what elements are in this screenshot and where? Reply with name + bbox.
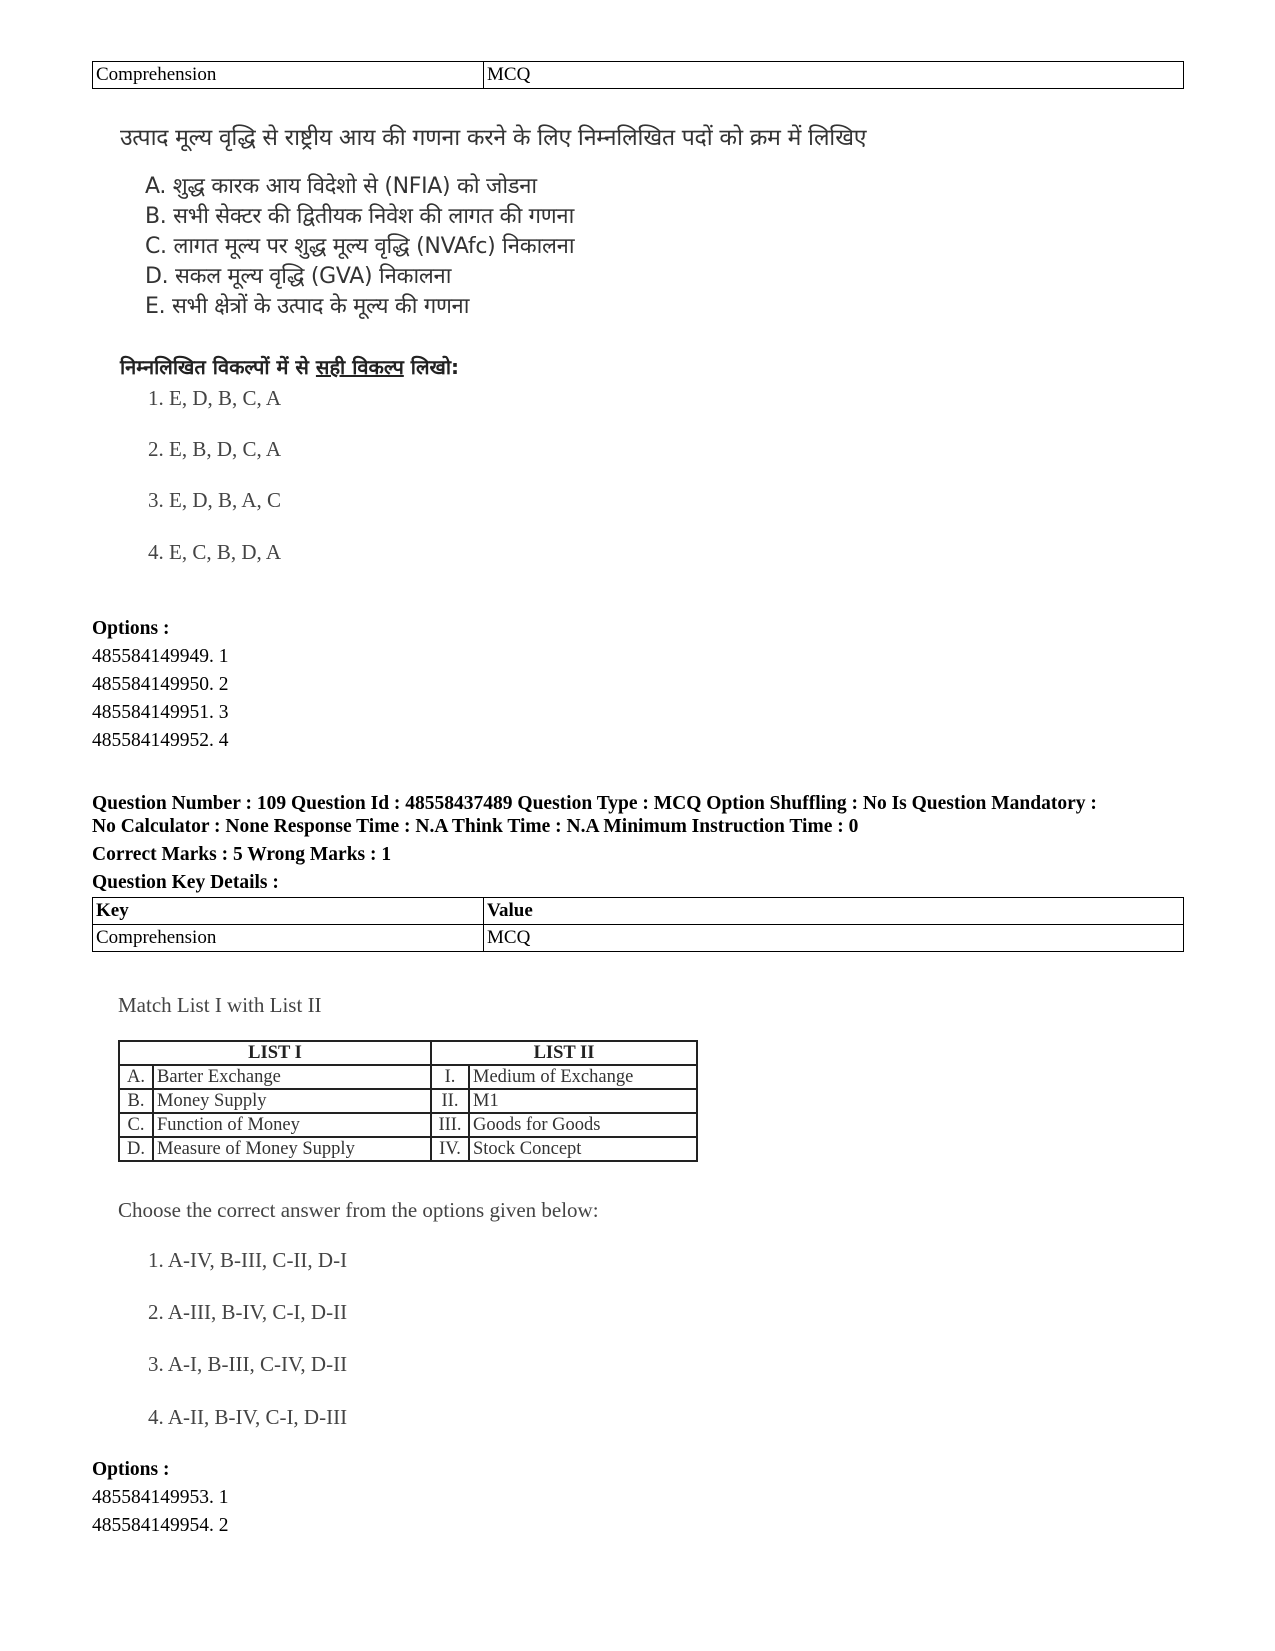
option-item: 485584149950. 2 [92, 674, 229, 695]
list-item: D. सकल मूल्य वृद्धि (GVA) निकालना [145, 264, 452, 289]
match-list-table [118, 1040, 698, 1162]
list-i-header: LIST I [119, 1041, 431, 1065]
answer-choice: 4. A-II, B-IV, C-I, D-III [148, 1405, 348, 1429]
table-cell-value: MCQ [484, 62, 1184, 89]
match-table-header [119, 1041, 697, 1065]
choose-instruction: Choose the correct answer from the options given below: [118, 1198, 599, 1222]
option-item: 485584149952. 4 [92, 730, 229, 751]
list-ii-text: Stock Concept [469, 1137, 697, 1161]
table-header-key: Key [93, 898, 484, 925]
list-i-label: C. [119, 1113, 153, 1137]
list-ii-label: II. [431, 1089, 469, 1113]
answer-choice: 2. E, B, D, C, A [148, 437, 282, 461]
question-header-line2: No Calculator : None Response Time : N.A Think Time : N.A Minimum Instruction Time : 0 [92, 816, 859, 837]
list-ii-label: I. [431, 1065, 469, 1089]
answer-choice: 2. A-III, B-IV, C-I, D-II [148, 1300, 348, 1324]
list-item: C. लागत मूल्य पर शुद्ध मूल्य वृद्धि (NVAfc) निकालना [145, 234, 575, 259]
answer-choice: 3. E, D, B, A, C [148, 488, 282, 512]
answer-choice: 1. E, D, B, C, A [148, 386, 282, 410]
list-ii-text: Goods for Goods [469, 1113, 697, 1137]
key-details-label: Question Key Details : [92, 872, 279, 893]
list-ii-text: Medium of Exchange [469, 1065, 697, 1089]
choose-suffix: लिखो: [403, 355, 460, 379]
table-header-row [93, 898, 1184, 925]
list-i-text: Function of Money [153, 1113, 431, 1137]
choose-underline: सही विकल्प [315, 355, 404, 379]
options-label: Options : [92, 1459, 170, 1480]
list-i-label: A. [119, 1065, 153, 1089]
list-ii-label: III. [431, 1113, 469, 1137]
list-i-label: B. [119, 1089, 153, 1113]
table-cell-key: Comprehension [93, 62, 484, 89]
table-row [119, 1113, 697, 1137]
list-i-text: Barter Exchange [153, 1065, 431, 1089]
match-title: Match List I with List II [118, 993, 322, 1017]
list-item: E. सभी क्षेत्रों के उत्पाद के मूल्य की गणना [145, 294, 470, 319]
key-value-table-top [92, 61, 1184, 89]
choose-prefix: निम्नलिखित विकल्पों में से [120, 355, 316, 379]
list-item: B. सभी सेक्टर की द्वितीयक निवेश की लागत की गणना [145, 204, 574, 229]
answer-choice: 3. A-I, B-III, C-IV, D-II [148, 1352, 348, 1376]
list-i-label: D. [119, 1137, 153, 1161]
table-cell-key: Comprehension [93, 925, 484, 952]
option-item: 485584149954. 2 [92, 1515, 229, 1536]
answer-choice: 4. E, C, B, D, A [148, 540, 282, 564]
option-item: 485584149951. 3 [92, 702, 229, 723]
table-row [93, 62, 1184, 89]
table-row [119, 1089, 697, 1113]
list-i-text: Money Supply [153, 1089, 431, 1113]
table-row [119, 1137, 697, 1161]
list-item: A. शुद्ध कारक आय विदेशो से (NFIA) को जोडना [145, 174, 537, 199]
table-row [119, 1065, 697, 1089]
list-ii-label: IV. [431, 1137, 469, 1161]
option-item: 485584149953. 1 [92, 1487, 229, 1508]
option-item: 485584149949. 1 [92, 646, 229, 667]
table-cell-value: MCQ [484, 925, 1184, 952]
list-ii-header: LIST II [431, 1041, 697, 1065]
key-value-table [92, 897, 1184, 952]
marks-line: Correct Marks : 5 Wrong Marks : 1 [92, 844, 392, 865]
question-text: उत्पाद मूल्य वृद्धि से राष्ट्रीय आय की गणना करने के लिए निम्नलिखित पदों को क्रम में लिखिए [120, 125, 867, 151]
table-row [93, 925, 1184, 952]
list-ii-text: M1 [469, 1089, 697, 1113]
list-i-text: Measure of Money Supply [153, 1137, 431, 1161]
choose-instruction [120, 353, 459, 380]
question-header-line1: Question Number : 109 Question Id : 48558437489 Question Type : MCQ Option Shuffling : No Is Question Mandatory : [92, 793, 1097, 814]
table-header-value: Value [484, 898, 1184, 925]
answer-choice: 1. A-IV, B-III, C-II, D-I [148, 1248, 348, 1272]
options-label: Options : [92, 618, 170, 639]
